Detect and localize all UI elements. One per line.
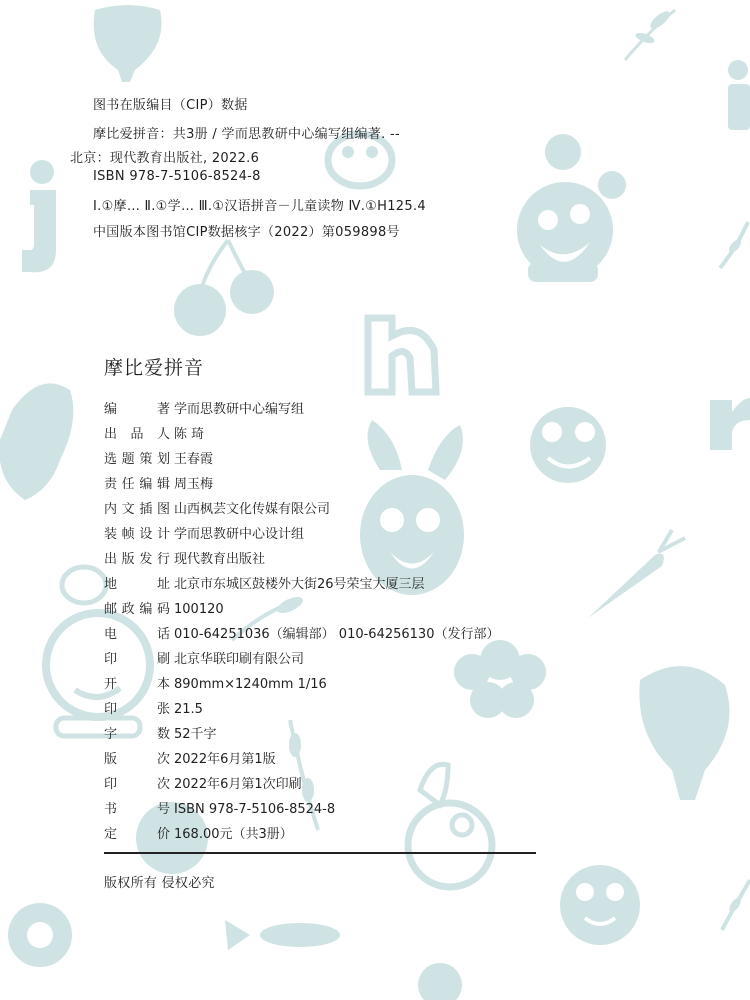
character-face-icon [560, 865, 640, 945]
artichoke-icon [0, 383, 73, 500]
colophon-label: 内文插图 [104, 502, 170, 517]
colophon-value: 2022年6月第1版 [174, 752, 276, 767]
colophon-row [104, 798, 335, 817]
cip-line-4: Ⅰ.①摩… Ⅱ.①学… Ⅲ.①汉语拼音－儿童读物 Ⅳ.①H125.4 [93, 199, 426, 214]
colophon-value: 010-64251036（编辑部） 010-64256130（发行部） [174, 627, 500, 642]
colophon-row [104, 423, 204, 442]
colophon-value: 王春霞 [174, 452, 214, 467]
colophon-value: 21.5 [174, 702, 203, 717]
leaf-icon [722, 880, 750, 930]
colophon-label: 责任编辑 [104, 477, 170, 492]
colophon-label: 定 价 [104, 827, 170, 842]
colophon-label: 邮政编码 [104, 602, 170, 617]
colophon-label: 印 刷 [104, 652, 170, 667]
cip-heading: 图书在版编目（CIP）数据 [93, 98, 248, 113]
colophon-value: 陈 琦 [174, 427, 205, 442]
fish-icon [225, 920, 340, 950]
colophon-row [104, 448, 213, 467]
divider-rule [104, 852, 536, 854]
colophon-value: 学而思教研中心设计组 [174, 527, 305, 542]
artichoke-icon [639, 666, 729, 800]
letter-i-icon [728, 60, 750, 130]
colophon-label: 出品人 [104, 427, 170, 442]
book-title: 摩比爱拼音 [104, 357, 205, 379]
colophon-label: 版 次 [104, 752, 170, 767]
colophon-row [104, 523, 304, 542]
donut-icon [8, 903, 72, 967]
cip-line-1: 摩比爱拼音：共3册 / 学而思教研中心编写组编著. -- [93, 127, 400, 142]
rabbit-character-icon [360, 420, 464, 595]
copyright-notice: 版权所有 侵权必究 [104, 876, 215, 891]
colophon-label: 选题策划 [104, 452, 170, 467]
carrot-icon [588, 530, 685, 618]
colophon-value: 现代教育出版社 [174, 552, 266, 567]
leaf-icon [625, 8, 675, 60]
colophon-label: 地 址 [104, 577, 170, 592]
colophon-label: 印 张 [104, 702, 170, 717]
colophon-row [104, 573, 425, 592]
colophon-label: 出版发行 [104, 552, 170, 567]
artichoke-icon [94, 5, 162, 82]
colophon-value: 周玉梅 [174, 477, 214, 492]
character-face-icon [530, 407, 606, 483]
colophon-row [104, 598, 224, 617]
colophon-value: 2022年6月第1次印刷 [174, 777, 302, 792]
colophon-value: 山西枫芸文化传媒有限公司 [174, 502, 331, 517]
colophon-row [104, 698, 203, 717]
sprout-icon [418, 963, 462, 1000]
letter-h-icon [368, 318, 436, 392]
character-face-icon [517, 134, 626, 282]
colophon-label: 书 号 [104, 802, 170, 817]
colophon-label: 开 本 [104, 677, 170, 692]
colophon-row [104, 673, 327, 692]
colophon-label: 装帧设计 [104, 527, 170, 542]
letter-j-icon [22, 160, 56, 272]
colophon-value: 52千字 [174, 727, 217, 742]
sprout-icon [720, 222, 748, 268]
rabbit-character-icon [408, 764, 492, 887]
colophon-row [104, 748, 276, 767]
colophon-row [104, 398, 304, 417]
cip-line-2: 北京：现代教育出版社, 2022.6 [70, 151, 260, 166]
colophon-value: 学而思教研中心编写组 [174, 402, 305, 417]
colophon-value: 北京市东城区鼓楼外大街26号荣宝大厦三层 [174, 577, 425, 592]
colophon-value: 北京华联印刷有限公司 [174, 652, 305, 667]
colophon-row [104, 623, 499, 642]
colophon-row [104, 723, 217, 742]
colophon-label: 电 话 [104, 627, 170, 642]
sprout-icon [454, 640, 546, 718]
colophon-row [104, 773, 302, 792]
colophon-label: 字 数 [104, 727, 170, 742]
cherry-icon [174, 240, 274, 336]
colophon-value: 168.00元（共3册） [174, 827, 293, 842]
cip-line-3: ISBN 978-7-5106-8524-8 [93, 169, 261, 184]
cip-line-5: 中国版本图书馆CIP数据核字（2022）第059898号 [93, 225, 400, 240]
colophon-value: 100120 [174, 602, 224, 617]
colophon-label: 编 著 [104, 402, 170, 417]
colophon-row [104, 648, 304, 667]
colophon-label: 印 次 [104, 777, 170, 792]
colophon-row [104, 548, 265, 567]
colophon-value: ISBN 978-7-5106-8524-8 [174, 802, 336, 817]
colophon-value: 890mm×1240mm 1/16 [174, 677, 327, 692]
colophon-row [104, 498, 330, 517]
colophon-row [104, 823, 293, 842]
letter-i-icon [710, 398, 750, 450]
colophon-row [104, 473, 213, 492]
